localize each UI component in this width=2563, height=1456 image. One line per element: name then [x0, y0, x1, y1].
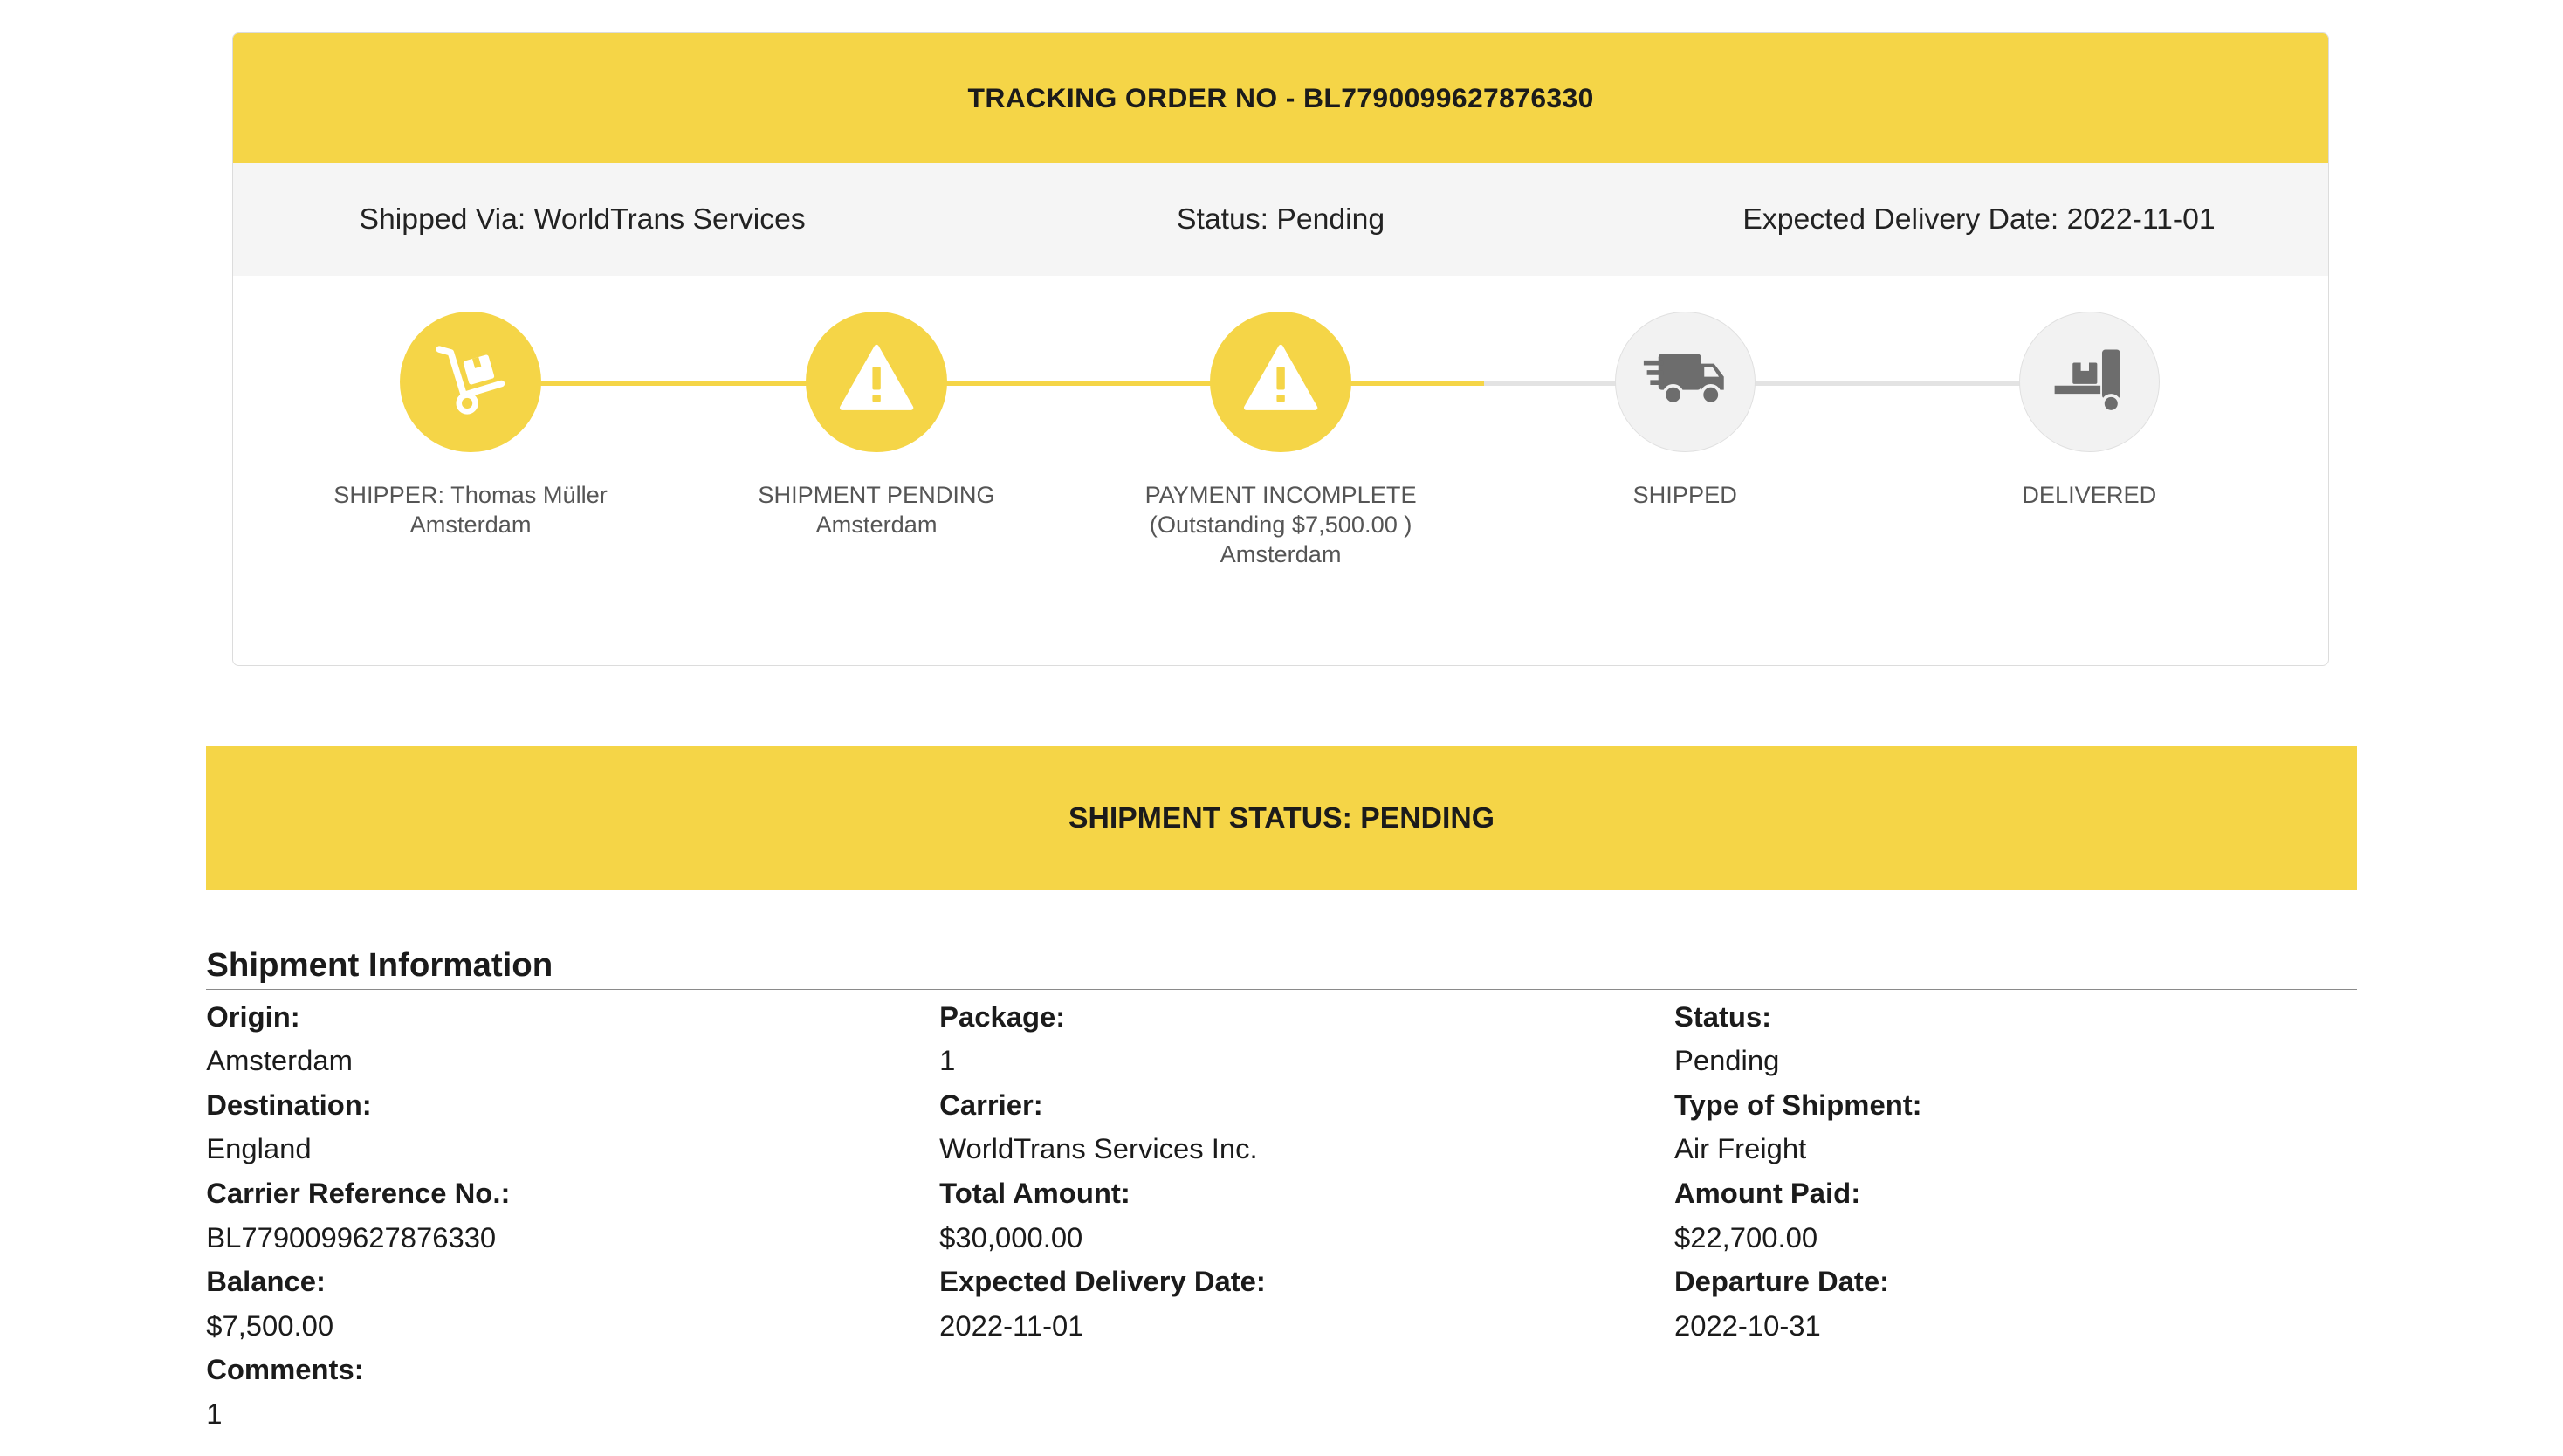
comments-value: 1 [206, 1398, 223, 1430]
step-label: SHIPPER: Thomas Müller Amsterdam [333, 481, 608, 539]
carrier-reference-label: Carrier Reference No.: [206, 1176, 511, 1209]
step-label: PAYMENT INCOMPLETE (Outstanding $7,500.00 ) Amsterdam [1144, 481, 1417, 567]
tracking-order-header: TRACKING ORDER NO - BL7790099627876330 [233, 33, 2328, 162]
origin-value: Amsterdam [206, 1044, 353, 1077]
step-shipped [1497, 312, 1873, 510]
expected-delivery-label: Expected Delivery Date: [939, 1265, 1266, 1298]
step-label: SHIPMENT PENDING Amsterdam [758, 481, 995, 539]
shipment-type-value: Air Freight [1673, 1132, 1807, 1165]
step-circle [2019, 312, 2160, 452]
step-shipment-pending [688, 312, 1064, 539]
step-circle [1210, 312, 1350, 452]
warning-icon [839, 344, 914, 420]
departure-date-label: Departure Date: [1673, 1265, 1889, 1298]
origin-label: Origin: [206, 999, 300, 1033]
step-label: SHIPPED [1632, 481, 1737, 509]
status-value: Pending [1673, 1044, 1780, 1077]
carrier-label: Carrier: [939, 1088, 1043, 1121]
shipment-information-title: Shipment Information [206, 946, 2357, 991]
info-column-3 [1674, 1000, 2361, 1354]
carrier-value: WorldTrans Services Inc. [939, 1132, 1258, 1165]
delivered-icon [2050, 343, 2128, 422]
step-circle [1615, 312, 1756, 452]
warning-icon [1243, 344, 1318, 420]
truck-icon [1642, 346, 1727, 418]
step-circle [806, 312, 946, 452]
tracking-status: Status: Pending [1177, 202, 1385, 236]
destination-value: England [206, 1132, 312, 1165]
departure-date-value: 2022-10-31 [1673, 1308, 1821, 1342]
balance-label: Balance: [206, 1265, 326, 1298]
carrier-reference-value: BL7790099627876330 [206, 1220, 497, 1253]
info-column-1 [206, 1000, 893, 1442]
step-circle [400, 312, 540, 452]
tracking-summary [233, 163, 2328, 276]
hand-truck-icon [429, 338, 512, 427]
balance-value: $7,500.00 [206, 1308, 334, 1342]
info-column-2 [939, 1000, 1626, 1354]
destination-label: Destination: [206, 1088, 372, 1121]
step-payment-incomplete [1093, 312, 1469, 568]
step-label: DELIVERED [2022, 481, 2157, 509]
progress-tracker [233, 276, 2328, 662]
tracking-card [232, 32, 2329, 666]
step-shipper [282, 312, 658, 539]
expected-delivery: Expected Delivery Date: 2022-11-01 [1742, 202, 2216, 236]
shipment-type-label: Type of Shipment: [1673, 1088, 1922, 1121]
total-amount-value: $30,000.00 [939, 1220, 1083, 1253]
comments-label: Comments: [206, 1353, 364, 1386]
total-amount-label: Total Amount: [939, 1176, 1130, 1209]
shipped-via: Shipped Via: WorldTrans Services [359, 202, 806, 236]
package-label: Package: [939, 999, 1066, 1033]
amount-paid-label: Amount Paid: [1673, 1176, 1861, 1209]
shipment-status-banner: SHIPMENT STATUS: PENDING [206, 746, 2357, 890]
amount-paid-value: $22,700.00 [1673, 1220, 1818, 1253]
package-value: 1 [939, 1044, 956, 1077]
step-delivered [1901, 312, 2278, 510]
status-label: Status: [1673, 999, 1772, 1033]
expected-delivery-value: 2022-11-01 [939, 1308, 1084, 1342]
